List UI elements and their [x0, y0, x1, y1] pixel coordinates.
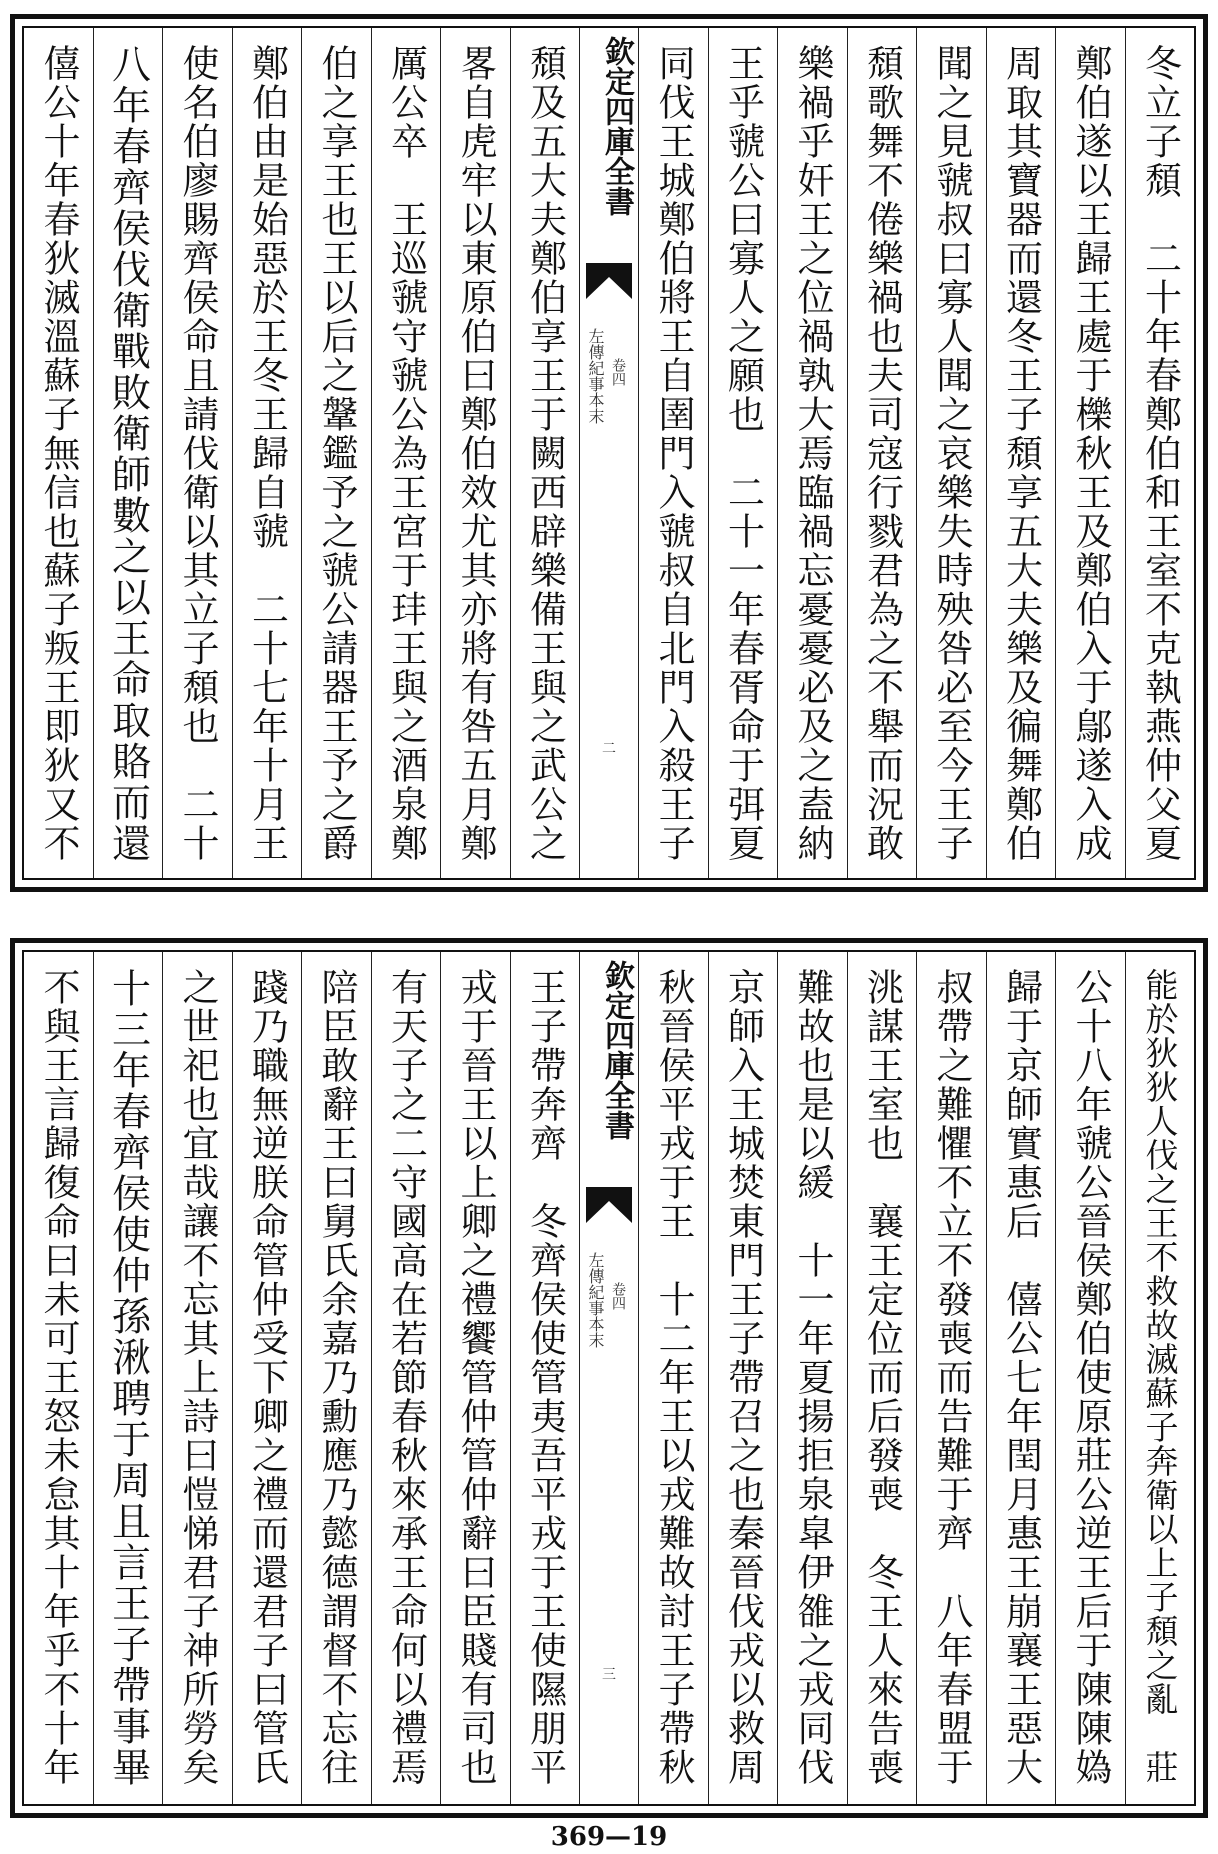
text-column — [986, 952, 1056, 1804]
center-page-number: 二 — [602, 741, 616, 757]
column-text: 冬立子頹 二十年春鄭伯和王室不克執燕仲父夏 — [1138, 44, 1182, 863]
text-column — [510, 952, 580, 1804]
text-column — [638, 952, 708, 1804]
text-column — [371, 28, 441, 878]
page-number: 369—19 — [550, 1822, 668, 1852]
center-title: 欽定四庫全書 — [599, 960, 634, 1140]
column-text: 畧自虎牢以東原伯曰鄭伯效尤其亦將有咎五月鄭 — [454, 44, 497, 863]
column-text: 頹及五大夫鄭伯享王于闕西辟樂備王與之武公之 — [523, 44, 567, 863]
column-text: 秋晉侯平戎于王 十二年王以戎難故討王子帶秋 — [652, 968, 695, 1787]
column-text: 歸于京師實惠后 僖公七年閏月惠王崩襄王惡大 — [999, 968, 1043, 1787]
column-text: 聞之見虢叔曰寡人聞之哀樂失時殃咎必至今王子 — [930, 44, 973, 863]
text-column — [232, 952, 302, 1804]
column-text: 伯之享王也王以后之鞶鑑予之虢公請器王予之爵 — [315, 44, 358, 863]
top-columns — [24, 28, 1194, 878]
text-column — [777, 28, 847, 878]
text-column — [847, 952, 917, 1804]
top-page-frame — [22, 26, 1196, 880]
column-text: 洮謀王室也 襄王定位而后發喪 冬王人來告喪 — [860, 968, 904, 1787]
column-text: 鄭伯由是始惡於王冬王歸自虢 二十七年十月王 — [245, 44, 289, 863]
center-subtitle: 左傳紀事本末 — [586, 328, 605, 424]
text-column — [232, 28, 302, 878]
text-column — [24, 28, 93, 878]
center-fold-column — [579, 28, 638, 878]
text-column — [847, 28, 917, 878]
text-column — [24, 952, 93, 1804]
column-text: 不與王言歸復命曰未可王怒未怠其十年乎不十年 — [37, 968, 80, 1787]
center-title: 欽定四庫全書 — [599, 36, 634, 216]
column-text: 有天子之二守國高在若節春秋來承王命何以禮焉 — [384, 968, 428, 1787]
column-text: 使名伯廖賜齊侯命且請伐衛以其立子頹也 二十 — [176, 44, 219, 863]
column-text: 能於狄狄人伐之王不救故滅蘇子奔衛以上子頹之亂 莊 — [1140, 968, 1180, 1784]
column-text: 之世祀也宜哉讓不忘其上詩曰愷悌君子神所勞矣 — [176, 968, 219, 1787]
column-text: 叔帶之難懼不立不發喪而告難于齊 八年春盟于 — [930, 968, 973, 1787]
text-column — [777, 952, 847, 1804]
text-column — [301, 952, 371, 1804]
center-page-number: 三 — [602, 1667, 616, 1683]
bottom-page-frame — [22, 950, 1196, 1806]
column-text: 難故也是以緩 十一年夏揚拒泉皐伊雒之戎同伐 — [791, 968, 834, 1787]
column-text: 踐乃職無逆朕命管仲受下卿之禮而還君子曰管氏 — [245, 968, 289, 1787]
text-column — [1125, 28, 1195, 878]
column-text: 周取其寶器而還冬王子頹享五大夫樂及徧舞鄭伯 — [999, 44, 1043, 863]
text-column — [93, 952, 163, 1804]
text-column — [708, 28, 778, 878]
column-text: 同伐王城鄭伯將王自圉門入虢叔自北門入殺王子 — [652, 44, 695, 863]
fishtail-mark-icon — [586, 1187, 632, 1223]
text-column — [916, 952, 986, 1804]
bottom-columns — [24, 952, 1194, 1804]
text-column — [162, 952, 232, 1804]
fishtail-mark-icon — [586, 263, 632, 299]
text-column — [510, 28, 580, 878]
column-text: 鄭伯遂以王歸王處于櫟秋王及鄭伯入于鄔遂入成 — [1069, 44, 1112, 863]
column-text: 八年春齊侯伐衛戰敗衛師數之以王命取賂而還 — [105, 44, 151, 864]
text-column — [440, 28, 510, 878]
center-subtitle: 左傳紀事本末 — [586, 1252, 605, 1348]
column-text: 厲公卒 王巡虢守虢公為王宮于玤王與之酒泉鄭 — [384, 44, 428, 863]
column-text: 戎于晉王以上卿之禮饗管仲管仲辭曰臣賤有司也 — [454, 968, 497, 1787]
text-column — [371, 952, 441, 1804]
text-column — [1055, 28, 1125, 878]
column-text: 京師入王城焚東門王子帶召之也秦晉伐戎以救周 — [721, 968, 765, 1787]
column-text: 陪臣敢辭王曰舅氏余嘉乃勳應乃懿德謂督不忘往 — [315, 968, 358, 1787]
center-fold-column — [579, 952, 638, 1804]
column-text: 僖公十年春狄滅溫蘇子無信也蘇子叛王即狄又不 — [37, 44, 80, 863]
top-page-panel — [10, 14, 1208, 892]
center-juan: 卷四 — [610, 1282, 626, 1310]
column-text: 王子帶奔齊 冬齊侯使管夷吾平戎于王使隰朋平 — [523, 968, 567, 1787]
text-column — [1055, 952, 1125, 1804]
column-text: 公十八年虢公晉侯鄭伯使原莊公逆王后于陳陳媯 — [1069, 968, 1112, 1787]
column-text: 頹歌舞不倦樂禍也夫司寇行戮君為之不舉而況敢 — [860, 44, 904, 863]
bottom-page-panel — [10, 938, 1208, 1818]
column-text: 十三年春齊侯使仲孫湫聘于周且言王子帶事畢 — [105, 968, 151, 1788]
center-juan: 卷四 — [610, 358, 626, 386]
text-column — [1125, 952, 1195, 1804]
text-column — [638, 28, 708, 878]
column-text: 樂禍乎奸王之位禍孰大焉臨禍忘憂憂必及之盍納 — [791, 44, 834, 863]
text-column — [93, 28, 163, 878]
text-column — [708, 952, 778, 1804]
column-text: 王乎虢公曰寡人之願也 二十一年春胥命于弭夏 — [721, 44, 765, 863]
text-column — [301, 28, 371, 878]
text-column — [440, 952, 510, 1804]
text-column — [162, 28, 232, 878]
text-column — [986, 28, 1056, 878]
text-column — [916, 28, 986, 878]
